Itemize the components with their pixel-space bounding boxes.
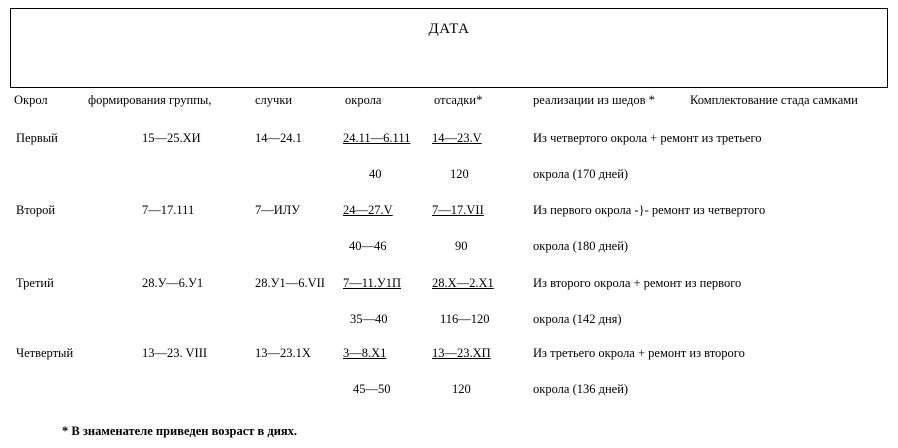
cell-formirovanie: 7—17.111 xyxy=(142,203,195,217)
cell-formirovanie: 28.У—6.У1 xyxy=(142,276,204,290)
cell-okrol: Первый xyxy=(16,131,58,145)
cell-sluchki: 7—ИЛУ xyxy=(255,203,301,217)
cell-okrola-days: 45—50 xyxy=(353,382,391,396)
cell-otsadki-days: 90 xyxy=(455,239,468,253)
column-header-sluchki: случки xyxy=(255,93,293,107)
cell-realizacii-line2: окрола (136 дней) xyxy=(533,382,629,396)
cell-okrola-days: 40—46 xyxy=(349,239,387,253)
cell-okrola-days: 40 xyxy=(369,167,382,181)
cell-okrola-days: 35—40 xyxy=(350,312,388,326)
cell-otsadki-days: 120 xyxy=(450,167,469,181)
column-header-komplektovanie: Комплектование стада самками xyxy=(690,93,858,107)
column-header-okrol: Окрол xyxy=(14,93,48,107)
cell-okrola: 7—11.У1П xyxy=(343,276,402,290)
table-row xyxy=(0,131,898,199)
cell-otsadki: 13—23.ХП xyxy=(432,346,491,360)
cell-realizacii-line1: Из второго окрола + ремонт из первого xyxy=(533,276,742,290)
cell-realizacii-line1: Из первого окрола -}- ремонт из четвертого xyxy=(533,203,766,217)
column-header-okrola: окрола xyxy=(345,93,382,107)
cell-okrol: Четвертый xyxy=(16,346,74,360)
column-header-formirovanie: формирования группы, xyxy=(88,93,212,107)
cell-otsadki: 7—17.VII xyxy=(432,203,484,217)
table-row xyxy=(0,276,898,344)
header-box xyxy=(10,8,888,88)
cell-okrola: 24.11—6.111 xyxy=(343,131,411,145)
cell-realizacii-line2: окрола (142 дня) xyxy=(533,312,622,326)
cell-otsadki-days: 120 xyxy=(452,382,471,396)
cell-otsadki: 28.Х—2.Х1 xyxy=(432,276,494,290)
cell-sluchki: 28.У1—6.VII xyxy=(255,276,325,290)
footnote: * В знаменателе приведен возраст в диях. xyxy=(62,424,298,438)
table-row xyxy=(0,346,898,414)
cell-formirovanie: 15—25.ХИ xyxy=(142,131,201,145)
column-header-otsadki: отсадки* xyxy=(434,93,483,107)
cell-sluchki: 14—24.1 xyxy=(255,131,302,145)
cell-okrol: Второй xyxy=(16,203,56,217)
cell-realizacii-line1: Из четвертого окрола + ремонт из третьего xyxy=(533,131,762,145)
cell-okrola: 3—8.Х1 xyxy=(343,346,387,360)
cell-formirovanie: 13—23. VIII xyxy=(142,346,208,360)
cell-okrola: 24—27.V xyxy=(343,203,393,217)
cell-otsadki-days: 116—120 xyxy=(440,312,490,326)
cell-realizacii-line2: окрола (170 дней) xyxy=(533,167,629,181)
cell-sluchki: 13—23.1Х xyxy=(255,346,311,360)
page-title: ДАТА xyxy=(428,21,470,37)
cell-okrol: Третий xyxy=(16,276,54,290)
column-header-realizacii: реализации из шедов * xyxy=(533,93,655,107)
cell-realizacii-line1: Из третьего окрола + ремонт из второго xyxy=(533,346,745,360)
cell-realizacii-line2: окрола (180 дней) xyxy=(533,239,629,253)
table-row xyxy=(0,203,898,271)
cell-otsadki: 14—23.V xyxy=(432,131,482,145)
